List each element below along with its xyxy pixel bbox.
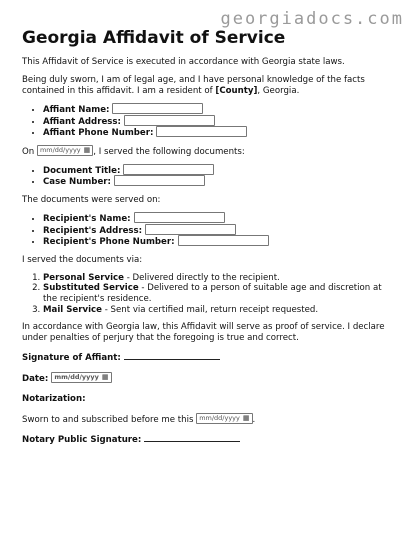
list-item (43, 176, 394, 188)
list-item (43, 305, 394, 316)
affiant-name-input[interactable] (112, 103, 203, 114)
recipient-name-label: Recipient's Name: (43, 213, 131, 224)
signature-row (22, 351, 394, 364)
service-method-list (22, 273, 394, 315)
date-label: Date: (22, 374, 49, 385)
case-number-label: Case Number: (43, 177, 111, 188)
calendar-icon[interactable]: ▦ (101, 373, 109, 382)
recipient-phone-input[interactable] (178, 235, 269, 246)
list-item (43, 273, 394, 284)
notary-date-input[interactable] (196, 413, 252, 424)
calendar-icon[interactable]: ▦ (242, 414, 250, 423)
sworn-text: Being duly sworn, I am of legal age, and I have personal knowledge of the facts contained in this affidavit. I am a resident of (22, 75, 365, 96)
list-item (43, 236, 394, 248)
recipient-name-input[interactable] (134, 212, 225, 223)
document-list (22, 165, 394, 188)
date-row (22, 373, 394, 385)
affiant-name-label: Affiant Name: (43, 105, 110, 115)
page-title: Georgia Affidavit of Service (22, 28, 286, 48)
notary-signature-line[interactable] (144, 433, 240, 442)
site-watermark: georgiadocs.com (220, 9, 404, 29)
affiant-phone-input[interactable] (156, 126, 247, 137)
date-placeholder: mm/dd/yyyy (199, 414, 240, 423)
affiant-address-input[interactable] (124, 115, 215, 126)
list-item (43, 104, 394, 116)
affiant-list (22, 104, 394, 139)
sworn-before-text: Sworn to and subscribed before me this (22, 415, 194, 426)
method-label: Substituted Service (43, 283, 139, 294)
case-number-input[interactable] (114, 175, 205, 186)
notarization-heading: Notarization: (22, 394, 86, 405)
document-title-label: Document Title: (43, 165, 121, 176)
method-label: Mail Service (43, 304, 102, 315)
served-date-paragraph (22, 146, 394, 158)
recipient-address-input[interactable] (145, 224, 236, 235)
signature-date-input[interactable] (51, 372, 111, 383)
method-description: - Delivered to a person of suitable age and discretion at the recipient's residence. (43, 283, 382, 304)
method-label: Personal Service (43, 272, 124, 283)
recipient-phone-label: Recipient's Phone Number: (43, 237, 175, 248)
recipient-address-label: Recipient's Address: (43, 225, 143, 236)
signature-label: Signature of Affiant: (22, 353, 121, 364)
period: . (252, 415, 256, 426)
served-via-paragraph: I served the documents via: (22, 254, 143, 265)
affiant-address-label: Affiant Address: (43, 116, 121, 127)
list-item (43, 165, 394, 177)
signature-line[interactable] (124, 351, 220, 360)
affiant-phone-label: Affiant Phone Number: (43, 128, 154, 139)
notary-signature-label: Notary Public Signature: (22, 435, 142, 446)
list-item (43, 213, 394, 225)
served-on-paragraph: The documents were served on: (22, 194, 161, 205)
method-description: - Sent via certified mail, return receipt requested. (101, 304, 319, 315)
affidavit-form (22, 28, 394, 455)
county-placeholder: [County] (215, 86, 258, 96)
sworn-before-paragraph (22, 414, 394, 426)
served-text: , I served the following documents: (93, 146, 245, 157)
service-date-input[interactable] (37, 145, 93, 156)
date-placeholder: mm/dd/yyyy (54, 373, 99, 382)
state-suffix: , Georgia. (257, 86, 300, 96)
document-title-input[interactable] (123, 164, 214, 175)
intro-paragraph: This Affidavit of Service is executed in accordance with Georgia state laws. (22, 57, 345, 67)
recipient-list (22, 213, 394, 248)
list-item (43, 283, 394, 304)
calendar-icon[interactable]: ▦ (83, 145, 91, 154)
method-description: - Delivered directly to the recipient. (123, 272, 280, 283)
sworn-paragraph (22, 75, 394, 97)
on-text: On (22, 146, 35, 157)
date-placeholder: mm/dd/yyyy (39, 145, 81, 154)
notary-signature-row (22, 433, 394, 446)
list-item (43, 127, 394, 139)
closing-paragraph: In accordance with Georgia law, this Affidavit will serve as proof of service. I declare under penalties of perjury that the foregoing is true and correct. (22, 322, 385, 344)
